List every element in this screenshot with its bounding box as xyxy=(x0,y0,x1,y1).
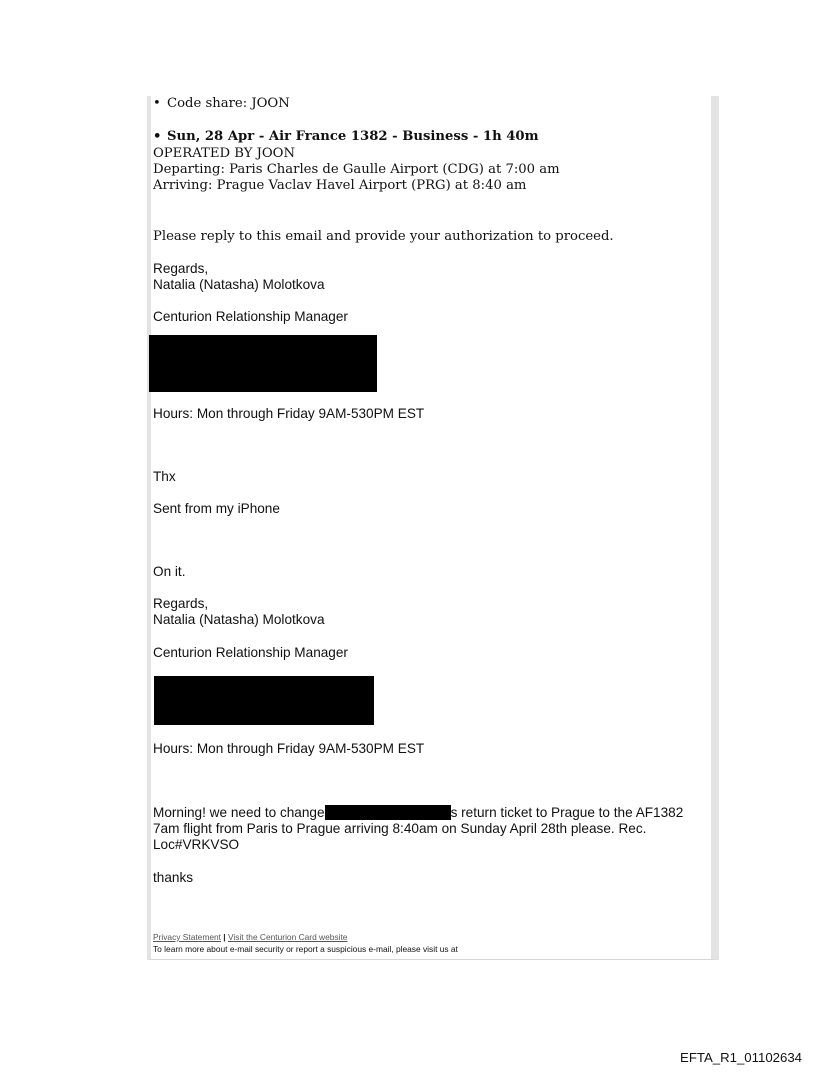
signature-name: Natalia (Natasha) Molotkova xyxy=(153,612,325,627)
request-line-2: 7am flight from Paris to Prague arriving 8:40am on Sunday April 28th please. Rec. xyxy=(153,821,647,836)
signature-regards: Regards, xyxy=(153,261,209,276)
signature-regards: Regards, xyxy=(153,596,209,611)
bullet-icon: • xyxy=(153,129,162,144)
sent-from-iphone: Sent from my iPhone xyxy=(153,501,280,516)
reply-thx: Thx xyxy=(153,469,176,484)
request-thanks: thanks xyxy=(153,870,194,885)
arriving-line: Arriving: Prague Vaclav Havel Airport (PRG) at 8:40 am xyxy=(153,178,527,193)
signature-title: Centurion Relationship Manager xyxy=(153,645,348,660)
departing-line: Departing: Paris Charles de Gaulle Airport (CDG) at 7:00 am xyxy=(153,162,560,177)
bullet-icon: • xyxy=(153,96,161,111)
reply-request: Please reply to this email and provide your authorization to proceed. xyxy=(153,229,614,244)
privacy-statement-link[interactable]: Privacy Statement xyxy=(153,932,221,942)
operated-by: OPERATED BY JOON xyxy=(153,146,296,161)
on-it-line: On it. xyxy=(153,564,186,579)
centurion-website-link[interactable]: Visit the Centurion Card website xyxy=(227,932,348,942)
redaction-block xyxy=(154,676,374,725)
redaction-block xyxy=(149,335,377,392)
footer-separator: | xyxy=(223,932,226,942)
request-line-3: Loc#VRKVSO xyxy=(153,837,240,852)
footer-security-note: To learn more about e-mail security or report a suspicious e-mail, please visit us at xyxy=(153,944,458,954)
signature-hours: Hours: Mon through Friday 9AM-530PM EST xyxy=(153,741,425,756)
document-id: EFTA_R1_01102634 xyxy=(680,1050,802,1065)
signature-name: Natalia (Natasha) Molotkova xyxy=(153,277,325,292)
request-line-1: Morning! we need to change s return ticket to Prague to the AF1382 xyxy=(153,805,684,820)
redaction-block xyxy=(325,805,451,820)
footer-links xyxy=(153,932,347,942)
code-share-line: • Code share: JOON xyxy=(153,96,290,111)
flight-segment-title: • Sun, 28 Apr - Air France 1382 - Business - 1h 40m xyxy=(153,129,539,144)
signature-hours: Hours: Mon through Friday 9AM-530PM EST xyxy=(153,406,425,421)
signature-title: Centurion Relationship Manager xyxy=(153,309,348,324)
